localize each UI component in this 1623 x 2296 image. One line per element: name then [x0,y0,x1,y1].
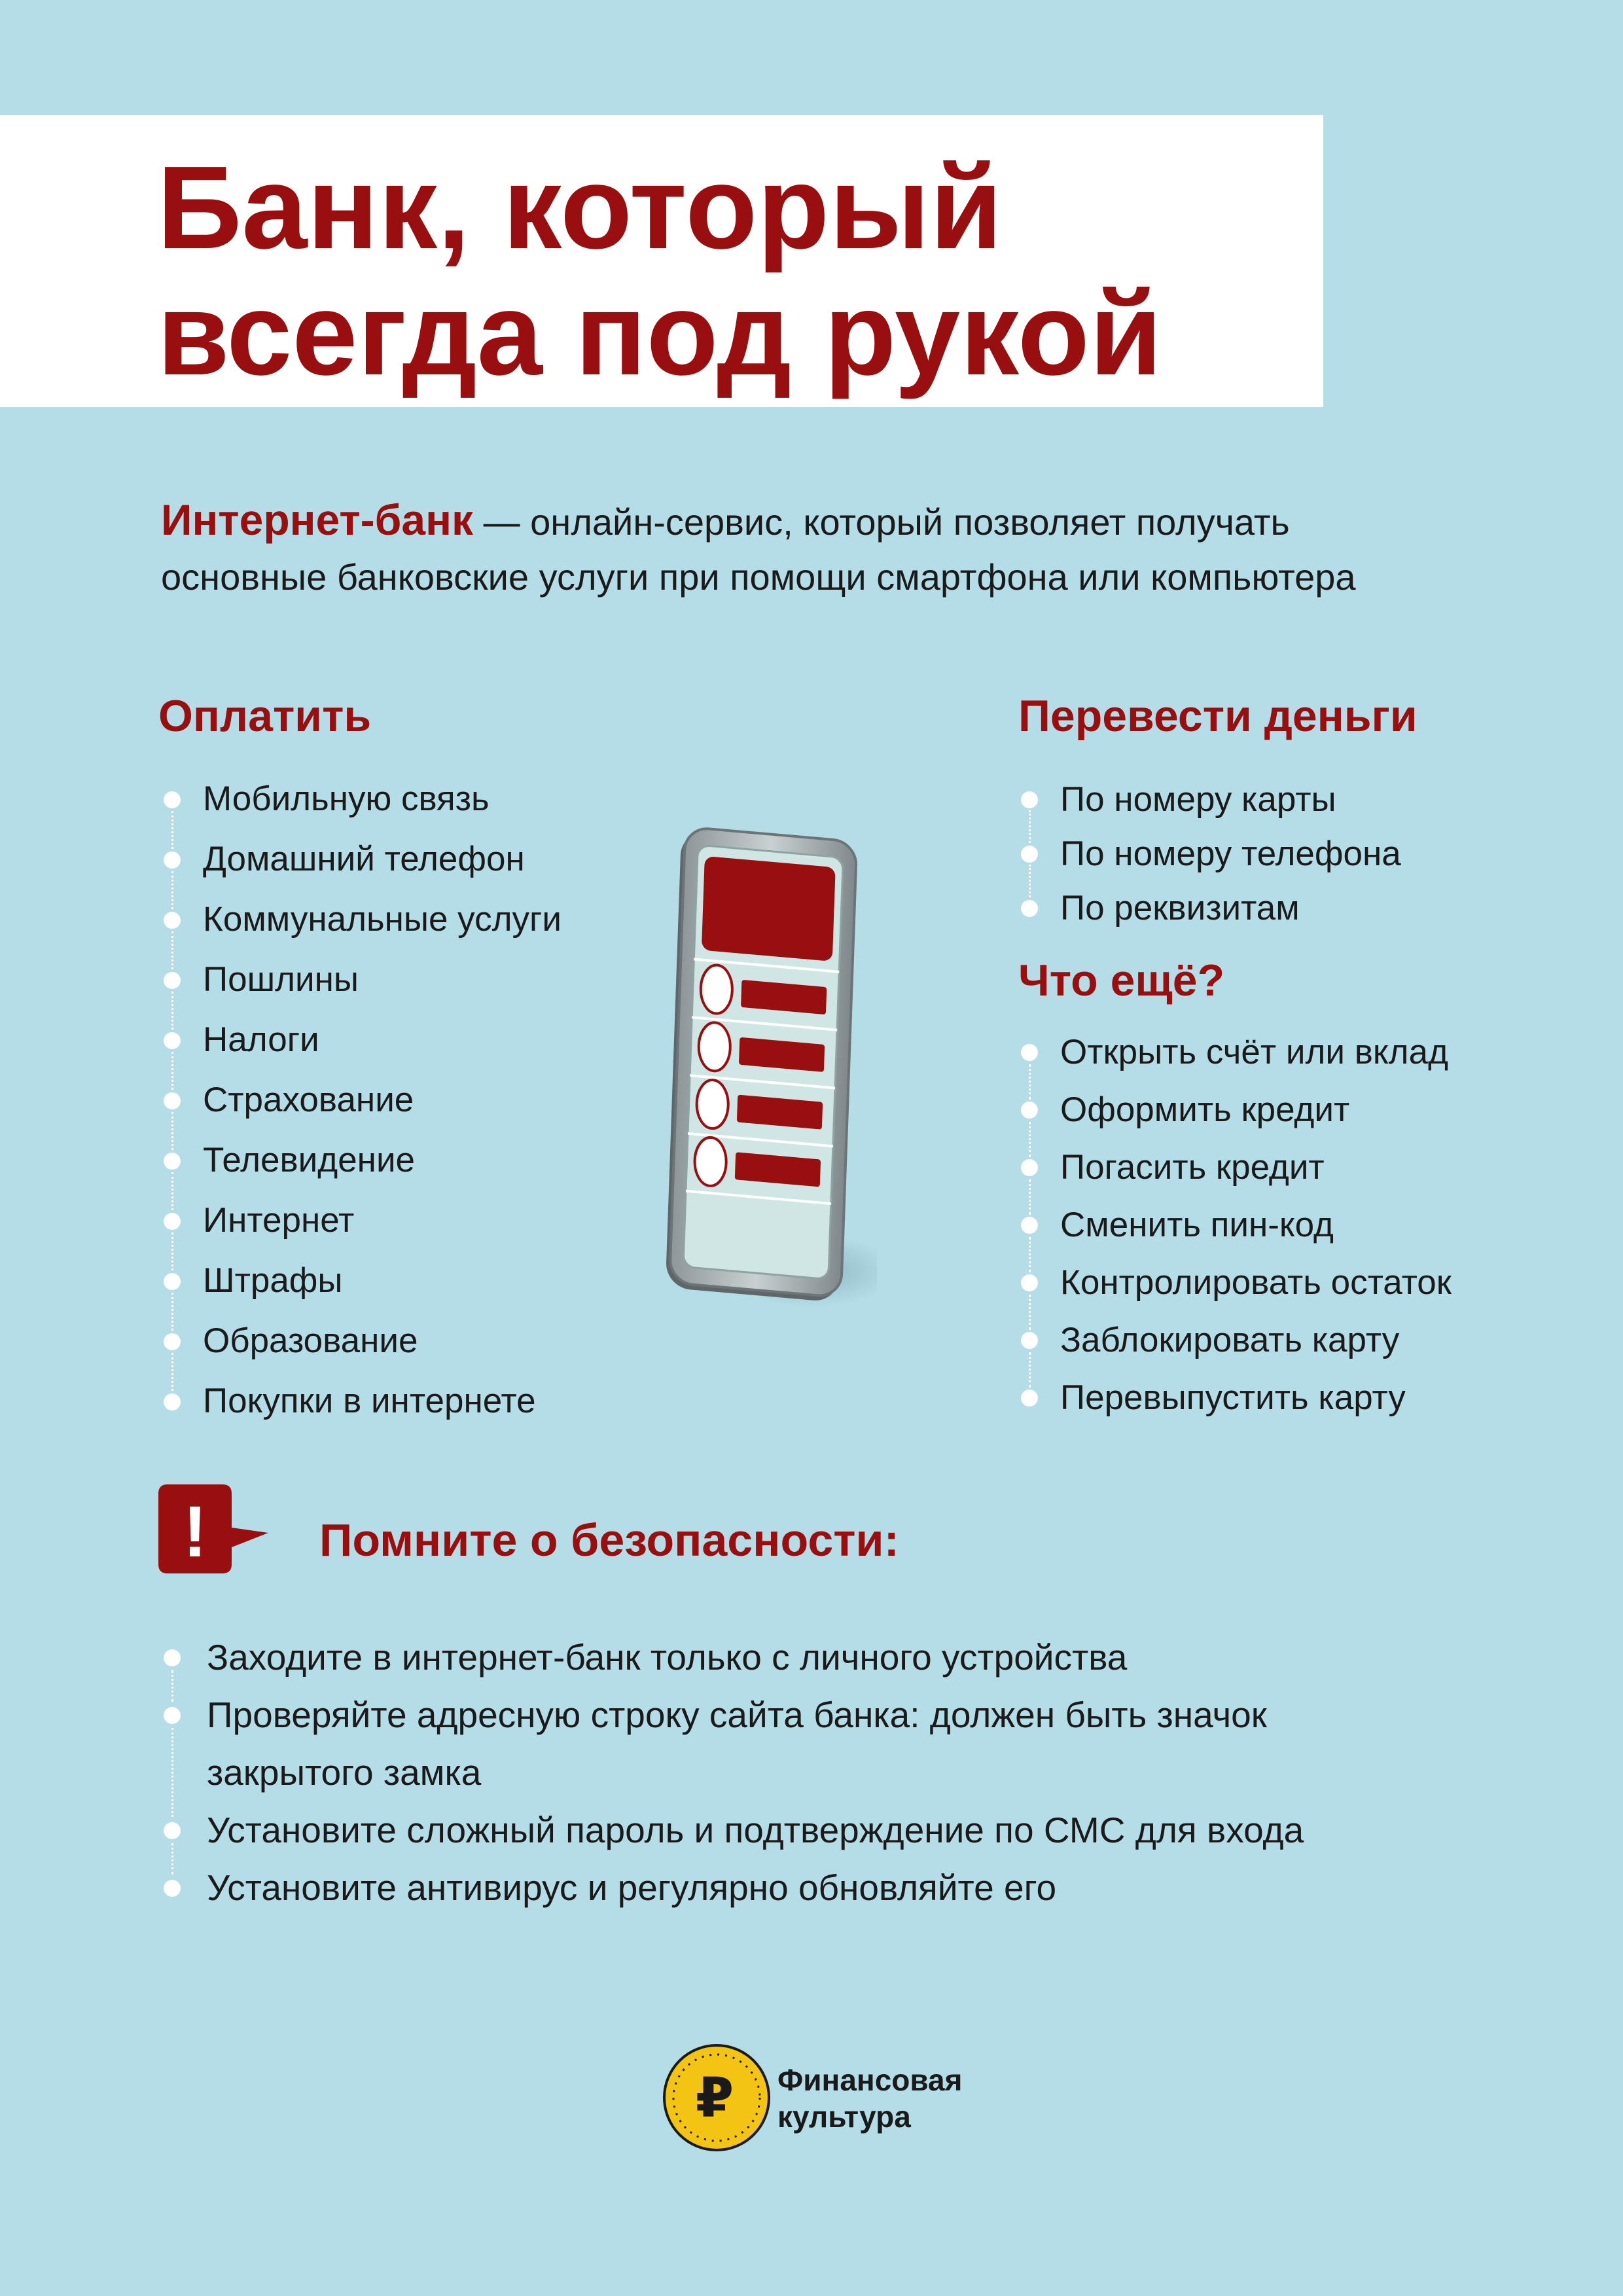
transfer-item: По номеру телефона [1018,827,1401,881]
page-title-line-1: Банк, который [157,142,1003,274]
security-item: Установите антивирус и регулярно обновляйте его [161,1859,1470,1916]
intro-term: Интернет-банк [161,495,474,544]
more-list [1018,1024,1452,1427]
transfer-list [1018,772,1401,935]
pay-item: Интернет [161,1191,562,1251]
title-band [0,115,1323,407]
pay-item: Домашний телефон [161,829,562,889]
pay-item: Образование [161,1311,562,1371]
intro-paragraph [161,492,1535,605]
pay-item: Налоги [161,1010,562,1070]
pay-list [161,769,562,1431]
pay-item: Мобильную связь [161,769,562,829]
smartphone-illustration [661,819,877,1336]
pay-item: Пошлины [161,950,562,1010]
pay-item: Покупки в интернете [161,1371,562,1431]
more-heading: Что ещё? [1018,956,1225,1005]
more-item: Открыть счёт или вклад [1018,1024,1452,1081]
logo-text [777,2062,962,2135]
more-item: Перевыпустить карту [1018,1369,1452,1427]
security-list [161,1628,1470,1916]
more-item: Контролировать остаток [1018,1254,1452,1312]
page-title-line-2: всегда под рукой [157,268,1162,400]
transfer-heading: Перевести деньги [1018,691,1418,741]
pay-item: Штрафы [161,1251,562,1311]
financial-culture-logo [661,2042,772,2153]
logo-line-1: Финансовая [777,2063,963,2097]
intro-text-line-1: — онлайн-сервис, который позволяет получать [473,501,1290,543]
security-heading: Помните о безопасности: [319,1515,899,1566]
security-item: Заходите в интернет-банк только с личного устройства [161,1628,1470,1686]
transfer-item: По номеру карты [1018,772,1401,827]
warning-icon-label: ! [183,1492,207,1572]
pay-item: Коммунальные услуги [161,889,562,950]
more-item: Оформить кредит [1018,1081,1452,1139]
pay-item: Страхование [161,1070,562,1130]
pay-heading: Оплатить [158,691,372,741]
security-item: Установите сложный пароль и подтверждение по СМС для входа [161,1801,1470,1859]
more-item: Сменить пин-код [1018,1196,1452,1254]
pay-item: Телевидение [161,1130,562,1191]
ruble-icon: ₽ [695,2066,734,2130]
security-item: Проверяйте адресную строку сайта банка: должен быть значок закрытого замка [161,1686,1398,1801]
transfer-item: По реквизитам [1018,881,1401,935]
more-item: Заблокировать карту [1018,1312,1452,1369]
warning-icon [158,1484,270,1573]
intro-text-line-2: основные банковские услуги при помощи смартфона или компьютера [161,556,1356,598]
logo-line-2: культура [777,2100,911,2134]
more-item: Погасить кредит [1018,1139,1452,1196]
